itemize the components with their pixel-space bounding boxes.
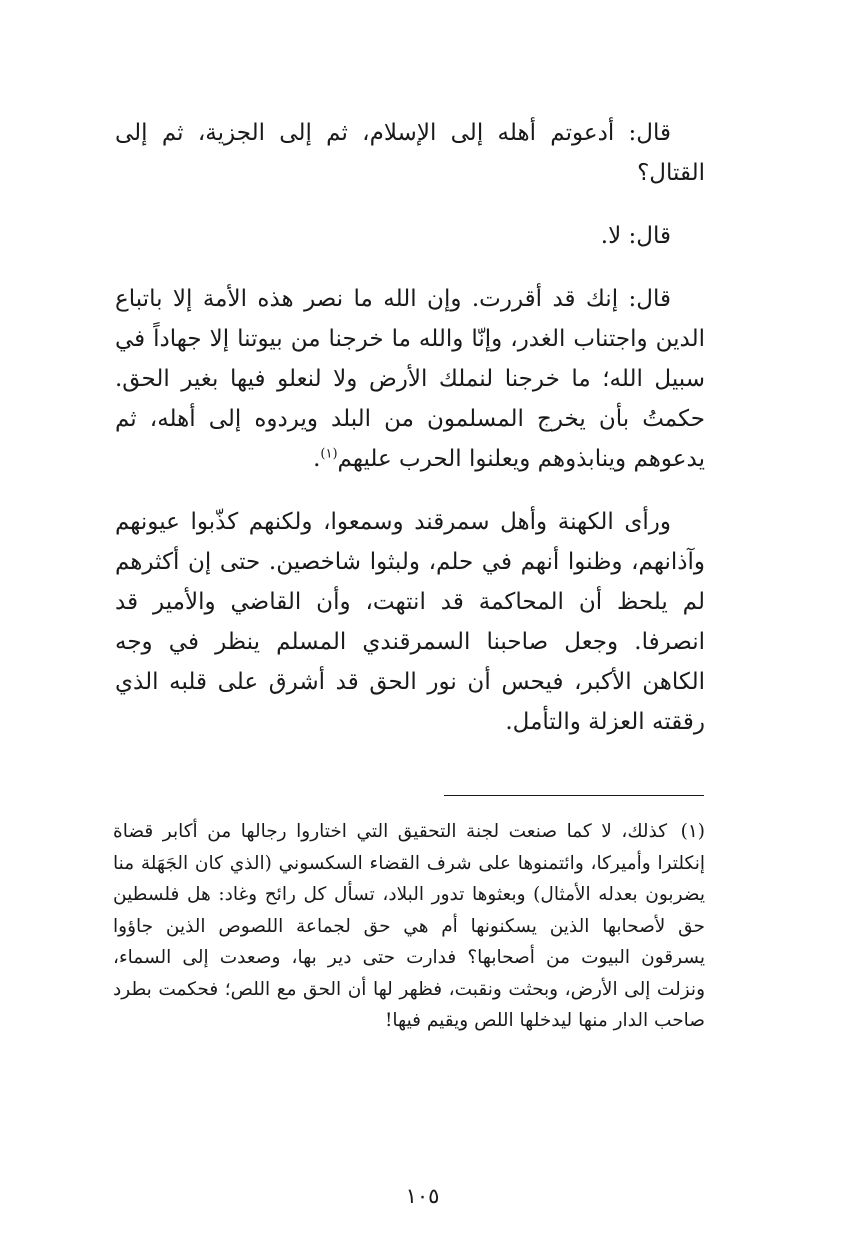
paragraph-3 <box>115 279 705 479</box>
footnote-divider <box>444 795 704 796</box>
footnote-reference[interactable]: (١) <box>320 446 338 462</box>
paragraph-2: قال: لا. <box>600 223 671 249</box>
footnote <box>113 816 705 1037</box>
paragraph-1: قال: أدعوتم أهله إلى الإسلام، ثم إلى الجزية، ثم إلى القتال؟ <box>115 120 705 186</box>
paragraph-4: ورأى الكهنة وأهل سمرقند وسمعوا، ولكنهم كذّبوا عيونهم وآذانهم، وظنوا أنهم في حلم، ولبثوا شاخصين. حتى إن أكثرهم لم يلحظ أن المحاكمة قد انتهت، وأن القاضي والأمير قد انصرفا. وجعل صاحبنا السمرقندي المسلم ينظر في وجه الكاهن الأكبر، فيحس أن نور الحق قد أشرق على قلبه الذي رققته العزلة والتأمل. <box>115 509 705 735</box>
page-number: ١٠٥ <box>405 1184 440 1208</box>
main-text <box>115 113 705 765</box>
footnote-text: كذلك، لا كما صنعت لجنة التحقيق التي اختاروا رجالها من أكابر قضاة إنكلترا وأميركا، وائتمنوها على شرف القضاء السكسوني (الذي كان الجَهَلة منا يضربون بعدله الأمثال) وبعثوها تدور البلاد، تسأل كل رائح وغاد: هل فلسطين حق لأصحابها الذين يسكنونها أم هي حق لجماعة اللصوص الذين جاؤوا يسرقون البيوت من أصحابها؟ فدارت حتى دير بها، وصعدت إلى السماء، ونزلت إلى الأرض، وبحثت ونقبت، فظهر لها أن الحق مع اللص؛ فحكمت بطرد صاحب الدار منها ليدخلها اللص ويقيم فيها! <box>113 821 705 1031</box>
footnote-number: (١) <box>680 821 705 842</box>
paragraph-3-end-punct: . <box>313 446 321 472</box>
paragraph-3-text: قال: إنك قد أقررت. وإن الله ما نصر هذه الأمة إلا باتباع الدين واجتناب الغدر، وإنّا والله ما خرجنا من بيوتنا إلا جهاداً في سبيل الله؛ ما خرجنا لنملك الأرض ولا لنعلو فيها بغير الحق. حكمتُ بأن يخرج المسلمون من البلد ويردوه إلى أهله، ثم يدعوهم وينابذوهم ويعلنوا الحرب عليهم <box>115 286 705 472</box>
